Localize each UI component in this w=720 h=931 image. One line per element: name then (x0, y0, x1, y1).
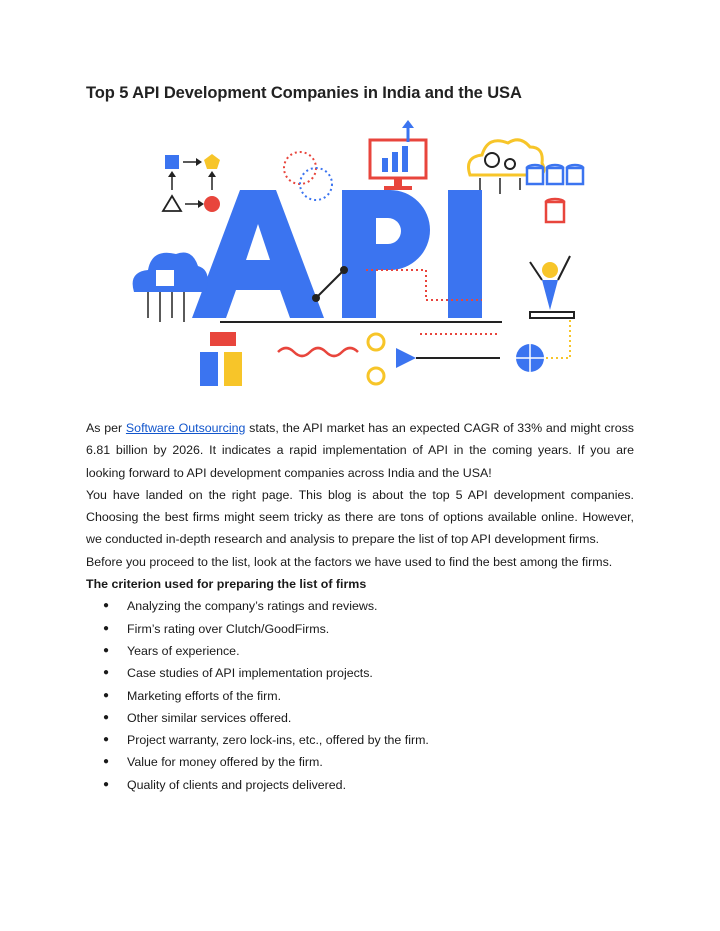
list-item: ● Analyzing the company’s ratings and reviews. (86, 595, 634, 617)
list-item: ● Firm’s rating over Clutch/GoodFirms. (86, 618, 634, 640)
api-hero-illustration (130, 120, 590, 400)
list-item: ● Project warranty, zero lock-ins, etc., offered by the firm. (86, 729, 634, 751)
criteria-list (86, 595, 634, 796)
api-letters (192, 190, 502, 322)
database-icons (527, 165, 583, 222)
api-hero-text: API (130, 120, 132, 121)
factors-paragraph: Before you proceed to the list, look at the factors we have used to find the best among the firms. (86, 554, 613, 569)
intro-paragraph (86, 417, 634, 484)
intro-text-end: stats, the API market has an expected CAGR of 33% and might cross 6.81 billion by 2026. It indicates a rapid implementation of API in the coming years. If you are looking forward to API development companies across India and the USA! (86, 421, 634, 480)
software-outsourcing-link[interactable]: Software Outsourcing (125, 421, 246, 435)
celebrating-person-icon (530, 256, 574, 318)
dotted-circles-decoration (284, 152, 332, 200)
article-body (86, 417, 634, 796)
landing-paragraph: You have landed on the right page. This blog is about the top 5 API development companies. Choosing the best firms might seem tricky as there are tons of options available online. However, we conducted in-depth research and analysis to prepare the list of top API development firms. (86, 487, 634, 547)
criteria-heading: The criterion used for preparing the list of firms (86, 577, 367, 592)
list-item: ● Other similar services offered. (86, 707, 634, 729)
bottom-decorations (200, 320, 570, 386)
monitor-chart-icon (370, 120, 426, 190)
list-item: ● Case studies of API implementation projects. (86, 662, 634, 684)
shapes-flow-icon (163, 154, 220, 212)
intro-text-start: As per (86, 421, 126, 435)
list-item: ● Quality of clients and projects delivered. (86, 774, 634, 796)
list-item: ● Value for money offered by the firm. (86, 751, 634, 773)
list-item: ● Marketing efforts of the firm. (86, 685, 634, 707)
page-title: Top 5 API Development Companies in India and the USA (86, 84, 522, 102)
list-item: ● Years of experience. (86, 640, 634, 662)
